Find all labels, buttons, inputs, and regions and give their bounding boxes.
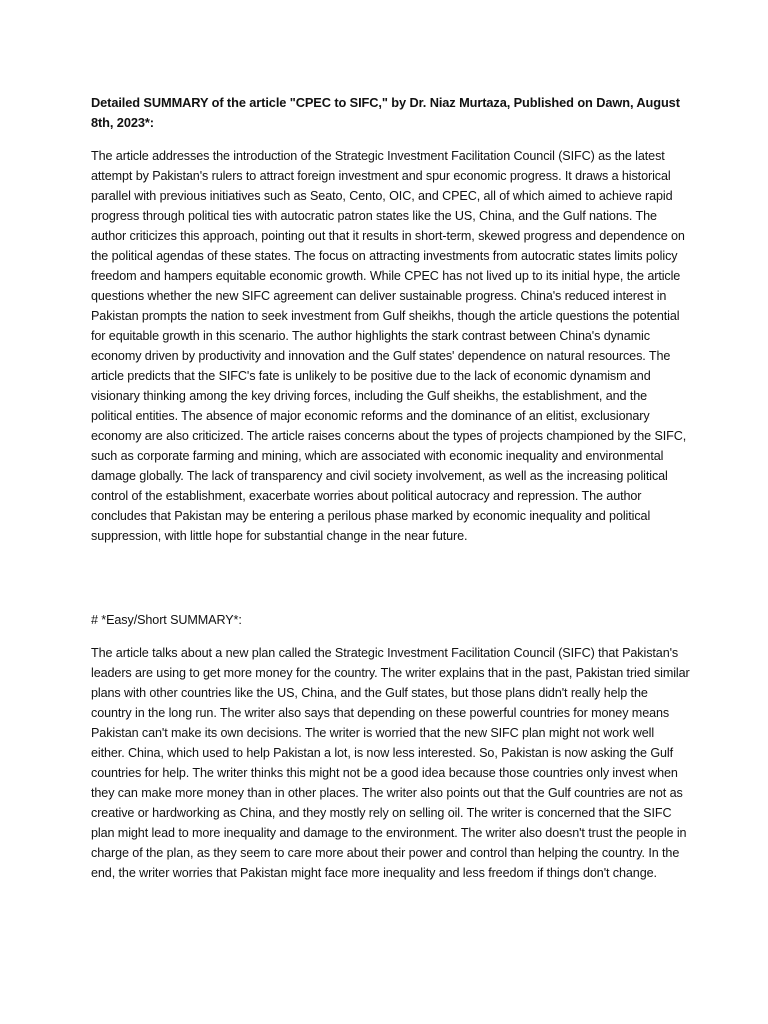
detailed-summary-paragraph: The article addresses the introduction of the Strategic Investment Facilitation Council (SIFC) as the latest attempt by Pakistan's rulers to attract foreign investment and spur economic progress. It draws a historical parallel with previous initiatives such as Seato, Cento, OIC, and CPEC, all of which aimed to achieve rapid progress through political ties with autocratic patron states like the US, China, and the Gulf nations. The author criticizes this approach, pointing out that it results in short-term, skewed progress and dependence on the political agendas of these states. The focus on attracting investments from autocratic states limits policy freedom and hampers equitable economic growth. While CPEC has not lived up to its initial hype, the article questions whether the new SIFC agreement can deliver sustainable progress. China's reduced interest in Pakistan prompts the nation to seek investment from Gulf sheikhs, though the article questions the potential for equitable growth in this scenario. The author highlights the stark contrast between China's dynamic economy driven by productivity and innovation and the Gulf states' dependence on natural resources. The article predicts that the SIFC's fate is unlikely to be positive due to the lack of economic dynamism and visionary thinking among the key driving forces, including the Gulf sheikhs, the establishment, and the political entities. The absence of major economic reforms and the dominance of an elitist, exclusionary economy are also criticized. The article raises concerns about the types of projects championed by the SIFC, such as corporate farming and mining, which are associated with economic inequality and environmental damage globally. The lack of transparency and civil society involvement, as well as the increasing political control of the establishment, exacerbate worries about political autocracy and repression. The author concludes that Pakistan may be entering a perilous phase marked by economic inequality and political suppression, with little hope for substantial change in the near future. (91, 149, 687, 543)
easy-summary-heading: # *Easy/Short SUMMARY*: (91, 613, 242, 627)
document-heading: Detailed SUMMARY of the article "CPEC to SIFC," by Dr. Niaz Murtaza, Published on Dawn, August 8th, 2023*: (91, 95, 680, 130)
easy-summary-paragraph: The article talks about a new plan called the Strategic Investment Facilitation Council (SIFC) that Pakistan's leaders are using to get more money for the country. The writer explains that in the past, Pakistan tried similar plans with other countries like the US, China, and the Gulf states, but those plans didn't really help the country in the long run. The writer also says that depending on these powerful countries for money means Pakistan can't make its own decisions. The writer is worried that the new SIFC plan might not work well either. China, which used to help Pakistan a lot, is now less interested. So, Pakistan is now asking the Gulf countries for help. The writer thinks this might not be a good idea because those countries only invest when they can make more money than in other places. The writer also points out that the Gulf countries are not as creative or hardworking as China, and they mostly rely on selling oil. The writer is concerned that the SIFC plan might lead to more inequality and damage to the environment. The writer also doesn't trust the people in charge of the plan, as they seem to care more about their power and control than helping the country. In the end, the writer worries that Pakistan might face more inequality and less freedom if things don't change. (91, 646, 690, 880)
